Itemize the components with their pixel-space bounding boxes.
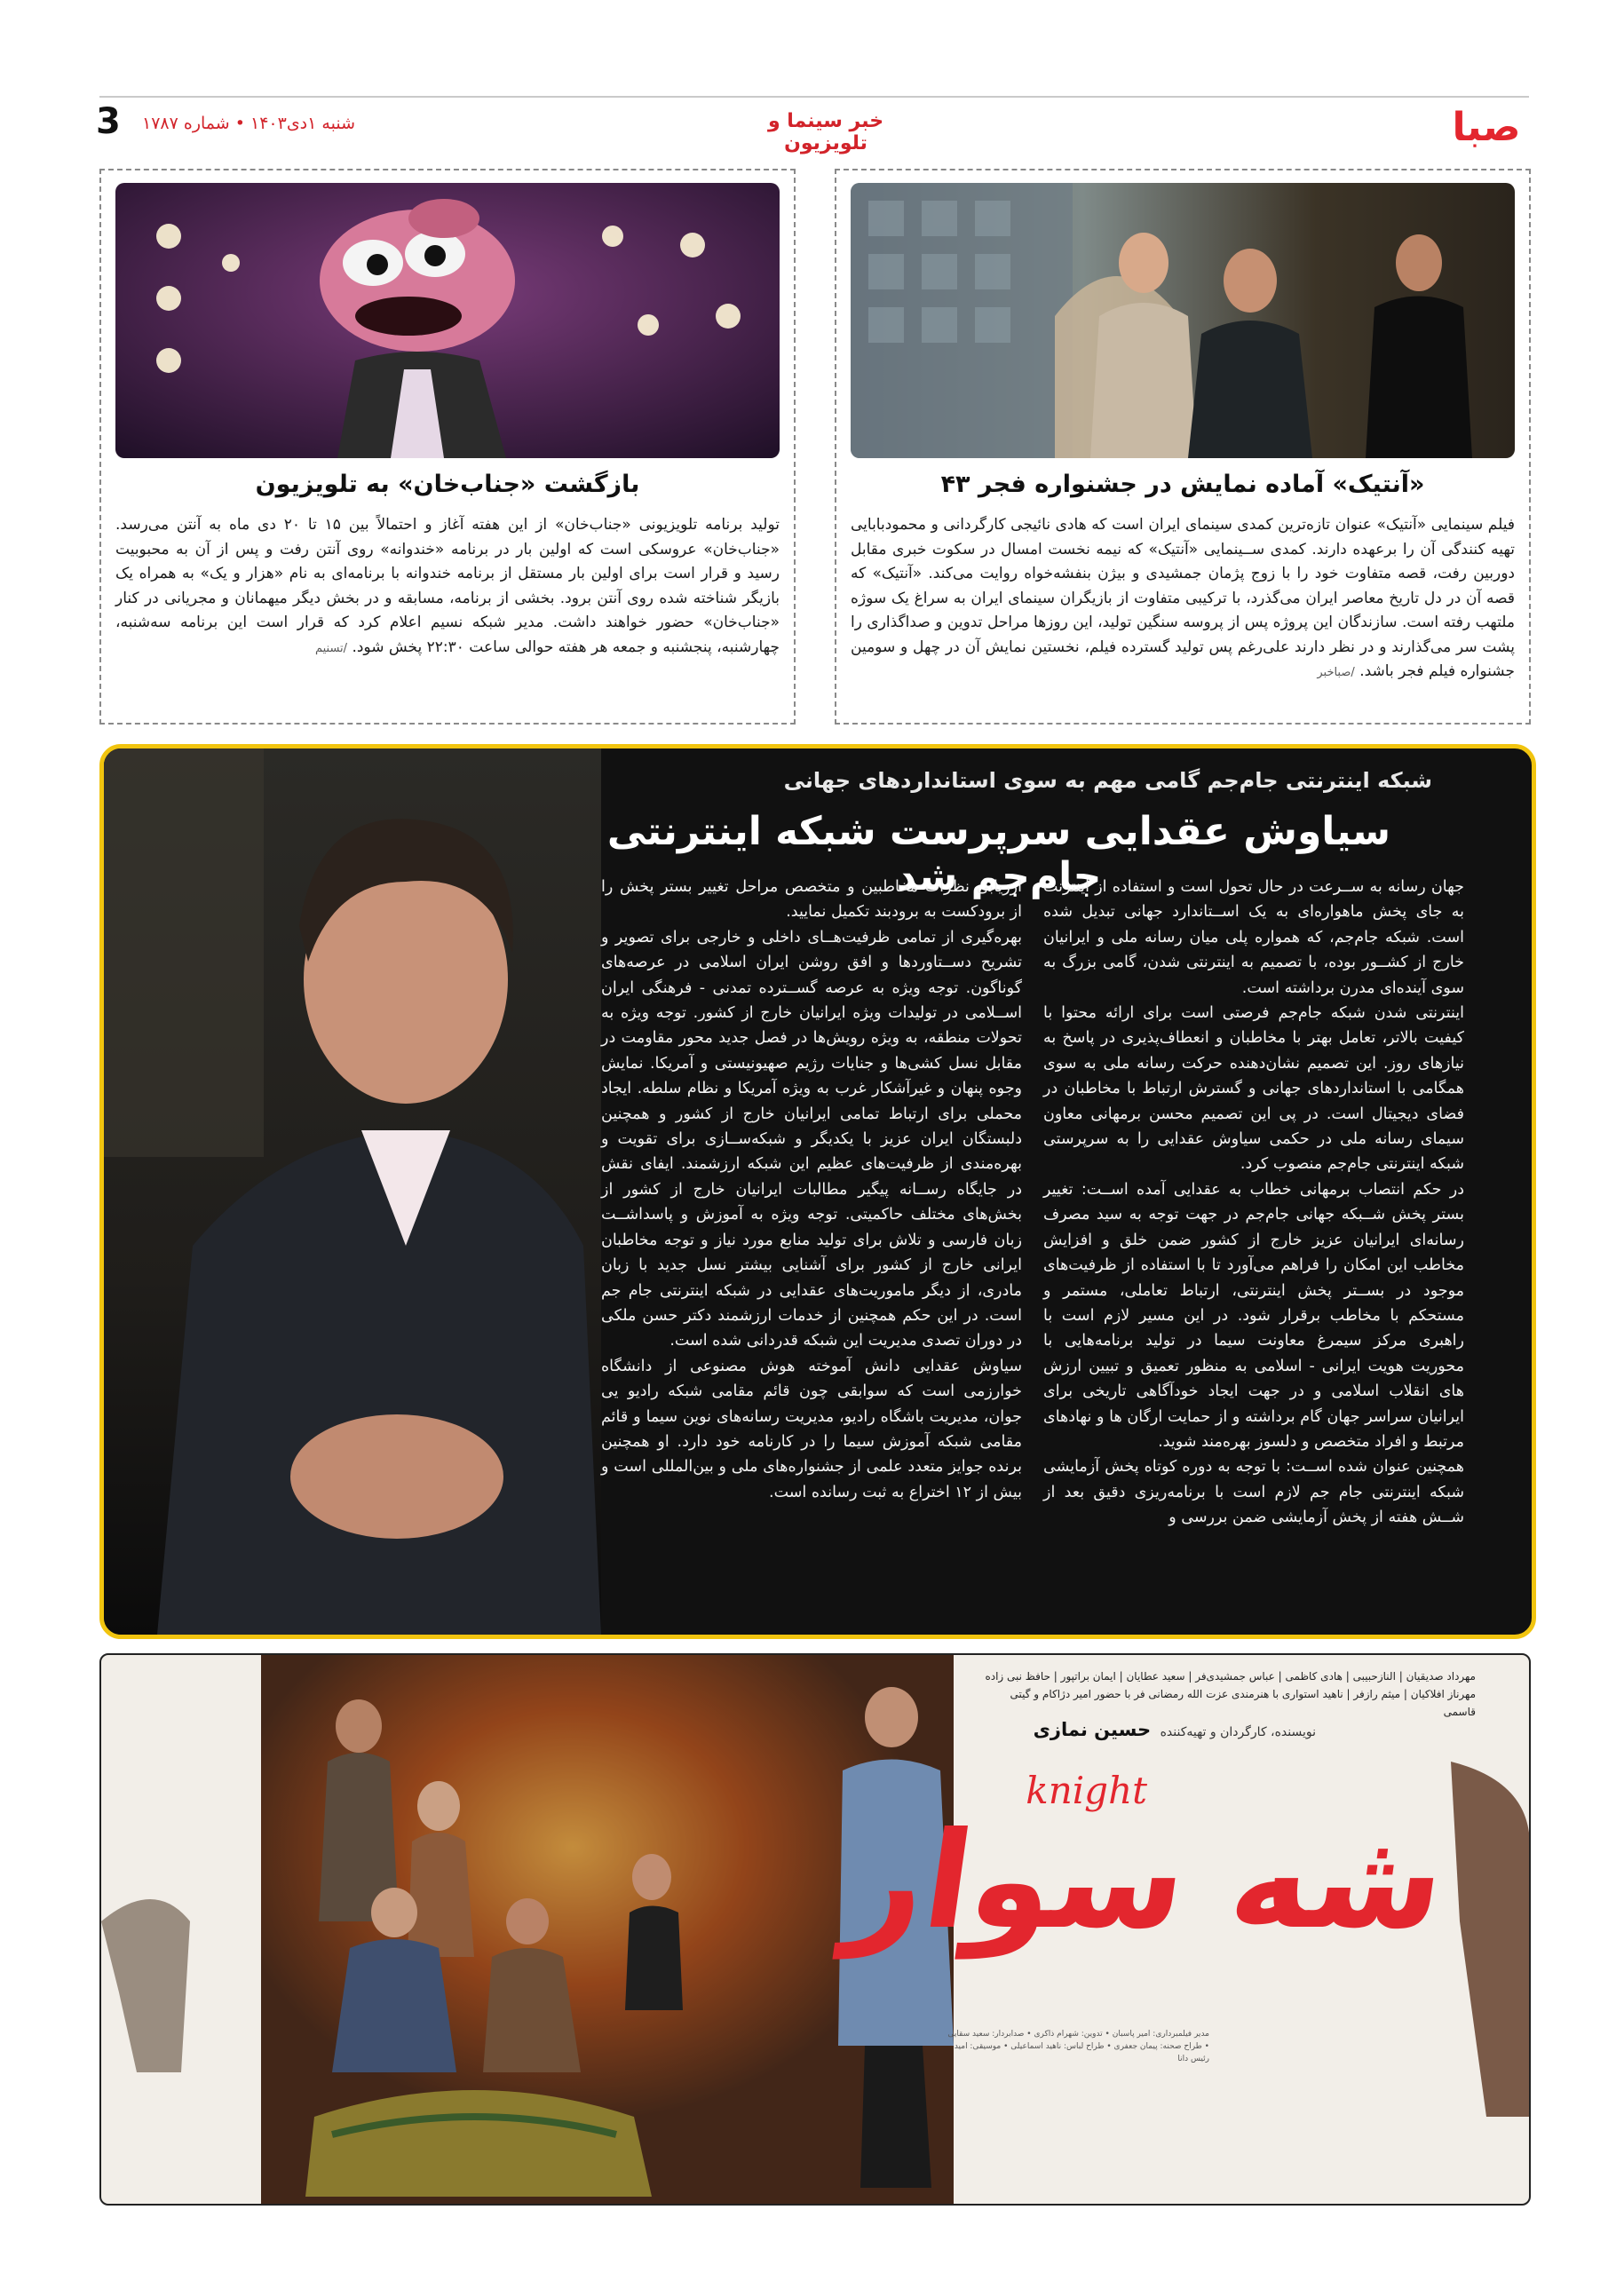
feature-paragraph: اینترنتی شدن شبکه جام‌جم فرصتی است برای ارائه محتوا با کیفیت بالاتر، تعامل بهتر با مخاطبان و انعطاف‌پذیری در پاسخ به نیازهای روز. این تصمیم نشان‌دهنده حرکت رسانه ملی به سوی همگامی با استانداردهای جهانی و گسترش ارتباط با مخاطبان در فضای دیجیتال است. در پی این تصمیم محسن برمهانی معاون سیمای رسانه ملی در حکمی سیاوش عقدایی را به سرپرستی شبکه اینترنتی جام‌جم منصوب کرد. <box>1043 1004 1464 1174</box>
jenab-khan-photo <box>115 183 780 458</box>
poster-director-label: نویسنده، کارگردان و تهیه‌کننده <box>1160 1725 1316 1739</box>
jenab-khan-body <box>115 513 780 661</box>
newspaper-logo[interactable]: صبا <box>1452 105 1521 150</box>
feature-paragraph: جهان رسانه به ســرعت در حال تحول است و استفاده از اینترنت به جای پخش ماهواره‌ای به یک اســتاندارد جهانی تبدیل شده است. شبکه جام‌جم، که همواره پلی میان رسانه ملی و ایرانیان خارج از کشــور بوده، با تصمیم به اینترنتی شدن، گامی بزرگ به سوی آینده‌ای مدرن برداشته است. <box>1043 878 1464 997</box>
feature-paragraph: در حکم انتصاب برمهانی خطاب به عقدایی آمده اســت: تغییر بستر پخش شــبکه جهانی جام‌جم در جهت توجه به سید مصرف رسانه‌ای ایرانیان عزیز خارج از کشور ضمن خلق و افزایش مخاطب این امکان را فراهم می‌آورد تا با استفاده از ظرفیت‌های موجود در بســتر پخش اینترنتی، ارتباط تعاملی، مستمر و مستحکم با مخاطب برقرار شود. در این مسیر لازم است با راهبری مرکز سیمرغ معاونت سیما در تولید برنامه‌هایی با محوریت هویت ایرانی - اسلامی به منظور تعمیق و تبیین ارزش های انقلاب اسلامی و در جهت ایجاد خودآگاهی تاریخی برای ایرانیان سراسر جهان گام برداشته و از حمایت ارگان ها و نهادهای مرتبط و افراد متخصص و دلسوز بهره‌مند شوید. <box>1043 1180 1464 1451</box>
feature-title: سیاوش عقدایی سرپرست شبکه اینترنتی جام‌جم شد <box>606 809 1391 899</box>
antique-title: «آنتیک» آماده نمایش در جشنواره فجر ۴۳ <box>940 471 1425 498</box>
feature-column-1 <box>1043 875 1464 1531</box>
poster-cast-line-2: مهرناز افلاکیان | میثم رازفر | ناهید استواری با هنرمندی عزت الله رمضانی فر با حضور امیر دژاکام و گیتی قاسمی <box>1010 1688 1476 1718</box>
jenab-khan-title: بازگشت «جناب‌خان» به تلویزیون <box>255 471 640 498</box>
antique-body-text: فیلم سینمایی «آنتیک» عنوان تازه‌ترین کمدی سینمای ایران است که هادی نائیجی کارگردانی و محمودبابایی تهیه کنندگی آن را برعهده دارند. کمدی ســینمایی «آنتیک» که نیمه نخست امسال در سکوت خبری مقابل دوربین رفت، قصه متفاوت خود را با زوج پژمان جمشیدی و بیژن بنفشه‌خواه روایت می‌کند. «آنتیک» که قصه آن در دل تاریخ معاصر ایران می‌گذرد، با ترکیبی متفاوت از بازیگران سینمای ایران به سراغ یک سوژه ملتهب رفته است. سازندگان این پروژه پس از پروسه سنگین تولید، این روزها مراحل تدوین و صداگذاری را پشت سر می‌گذارند و در نظر دارند علی‌رغم پس تولید گسترده فیلم، نخستین نمایش آن در چهل و سومین جشنواره فیلم فجر باشد. <box>851 516 1515 680</box>
movie-poster-ad[interactable] <box>99 1653 1531 2206</box>
header-divider <box>99 96 1529 98</box>
feature-paragraph: همچنین عنوان شده اســت: با توجه به دوره کوتاه پخش آزمایشی شبکه اینترنتی جام جم لازم است با برنامه‌ریزی دقیق بعد از شــش هفته از پخش آزمایشی ضمن بررسی و <box>1043 1458 1464 1527</box>
poster-director <box>1034 1719 1316 1740</box>
poster-cast <box>978 1667 1476 1721</box>
feature-article <box>99 744 1536 1639</box>
jenab-khan-source: /تسنیم <box>314 641 348 655</box>
poster-title-en: knight <box>1026 1769 1147 1812</box>
feature-paragraph: ارزیابی نظرات مخاطبین و متخصص مراحل تغییر بستر پخش را از برودکست به برودبند تکمیل نمایید. <box>601 878 1022 922</box>
antique-article <box>835 169 1531 725</box>
poster-title-fa: شه سوار <box>837 1804 1455 1959</box>
section-title: خبر سینما و تلویزیون <box>767 110 884 154</box>
feature-supertitle: شبکه اینترنتی جام‌جم گامی مهم به سوی استانداردهای جهانی <box>783 768 1432 793</box>
feature-portrait <box>104 748 601 1635</box>
page-number: 3 <box>96 101 121 142</box>
antique-body <box>851 513 1515 685</box>
issue-info: شنبه ۱دی۱۴۰۳ • شماره ۱۷۸۷ <box>142 114 355 133</box>
poster-crew-credits: مدیر فیلمبرداری: امیر پاسبان • تدوین: شهرام ذاکری • صدابردار: سعید سقایی • طراح صحنه: پیمان جعفری • طراح لباس: ناهید اسماعیلی • موسیقی: امید رئیس دانا <box>947 2030 1209 2063</box>
poster-cast-line-1: مهرداد صدیقیان | النازحبیبی | هادی کاظمی | عباس جمشیدی‌فر | سعید عطایان | ایمان براتپور | حافظ نبی زاده <box>985 1670 1476 1683</box>
poster-director-name: حسین نمازی <box>1033 1719 1152 1740</box>
antique-photo <box>851 183 1515 458</box>
feature-paragraph: بهره‌گیری از تمامی ظرفیت‌هــای داخلی و خارجی برای تصویر و تشریح دســتاوردها و افق روشن ایران اسلامی در عرصه‌های گوناگون. توجه ویژه به عرصه گســترده تمدنی - فرهنگی ایران اســلامی در تولیدات ویژه ایرانیان خارج از کشور. توجه ویژه به تحولات منطقه، به ویژه رویش‌ها در فصل جدید محور مقاومت در مقابل نسل کشی‌ها و جنایات رژیم صهیونیستی و آمریکا. نمایش وجوه پنهان و غیرآشکار غرب به ویژه آمریکا و نظام سلطه. ایجاد محملی برای ارتباط تمامی ایرانیان خارج از کشور و همچنین دلبستگان ایران عزیز با یکدیگر و شبکه‌ســازی برای تقویت و بهره‌مندی از ظرفیت‌های عظیم این شبکه ارزشمند. ایفای نقش در جایگاه رســانه پیگیر مطالبات ایرانیان خارج از کشور از بخش‌های مختلف حاکمیتی. توجه ویژه به آموزش و پاسداشــت زبان فارسی و تلاش برای تولید منابع مورد نیاز و توجه مخاطبان ایرانی خارج از کشور برای آشنایی بیشتر نسل جدید با زبان مادری، از دیگر ماموریت‌های عقدایی در شبکه اینترنتی جام جم است. در این حکم همچنین از خدمات ارزشمند دکتر حسن ملکی در دوران تصدی مدیریت این شبکه قدردانی شده است. <box>601 928 1022 1350</box>
feature-paragraph: سیاوش عقدایی دانش آموخته هوش مصنوعی از دانشگاه خوارزمی است که سوابقی چون قائم مقامی شبکه رادیو یی جوان، مدیریت باشگاه رادیو، مدیریت رسانه‌های نوین سیما و قائم مقامی شبکه آموزش سیما را در کارنامه خود دارد. او همچنین برنده جوایز متعدد علمی از جشنواره‌های ملی و بین‌المللی است و بیش از ۱۲ اختراع به ثبت رسانده است. <box>601 1357 1022 1501</box>
feature-column-2 <box>601 875 1022 1505</box>
jenab-khan-article <box>99 169 796 725</box>
jenab-khan-body-text: تولید برنامه تلویزیونی «جناب‌خان» از این هفته آغاز و احتمالاً بین ۱۵ تا ۲۰ دی ماه به آنتن می‌رسد. «جناب‌خان» عروسکی است که اولین بار در برنامه «خندوانه» روی آنتن رفت و پس از آن به محبوبیت رسید و قرار است برای اولین بار مستقل از برنامه خندوانه با برنامه‌ای به نام «هزار و یک» به همراه یک بازیگر شناخته شده روی آنتن برود. بخشی از برنامه، مسابقه و در بخش دیگر میهمانان و مجریانی در کنار «جناب‌خان» حضور خواهند داشت. مدیر شبکه نسیم اعلام کرد که قرار است این برنامه سه‌شنبه، چهارشنبه، پنجشنبه و جمعه هر هفته حوالی ساعت ۲۲:۳۰ پخش شود. <box>115 516 780 656</box>
antique-source: /صباخبر <box>1317 666 1355 679</box>
